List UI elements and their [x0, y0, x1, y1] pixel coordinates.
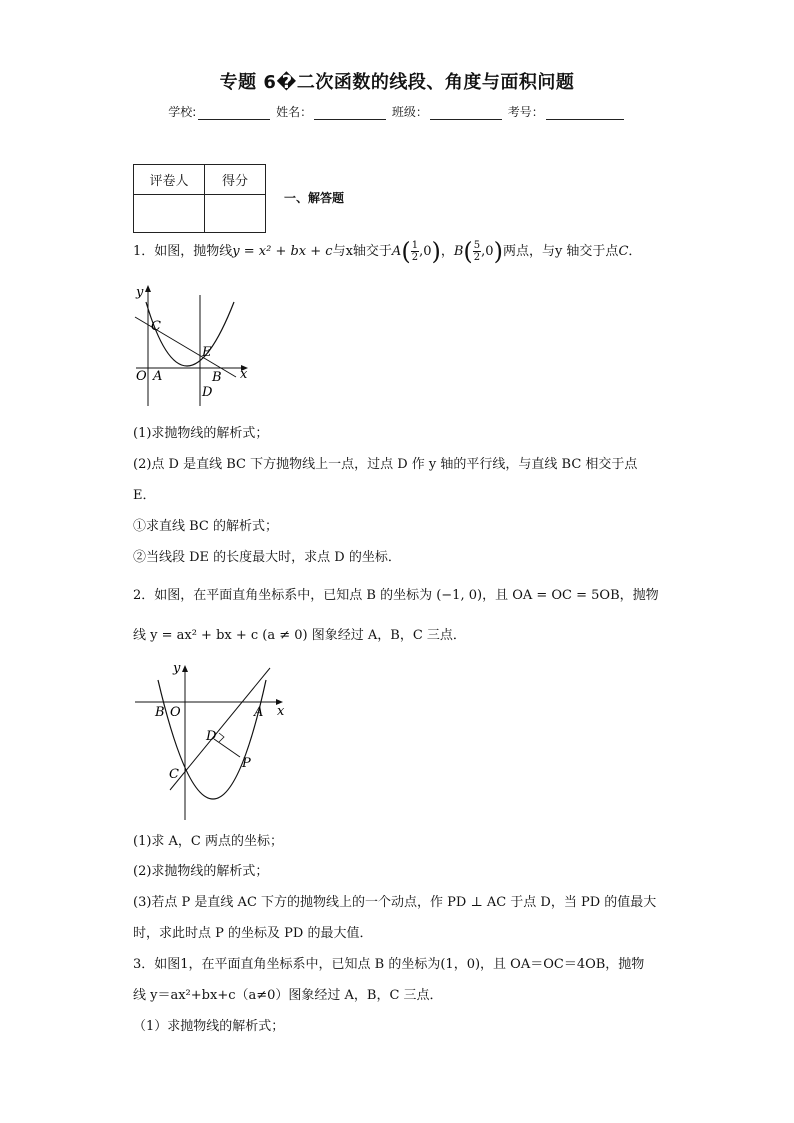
q1-figure [130, 280, 255, 410]
q1-sub2-line2: E． [133, 488, 156, 503]
fraction-a: $\frac{1}{2}$ [411, 240, 419, 263]
class-field[interactable] [430, 106, 502, 120]
q2-label-O: O [170, 705, 181, 720]
q2-label-C: C [169, 767, 179, 782]
school-field[interactable] [198, 106, 270, 120]
school-label: 学校: [168, 105, 197, 119]
q2-label-B: B [155, 705, 165, 720]
exam-no-label: 考号： [507, 105, 544, 119]
q1-sub2-i: ①求直线 BC 的解析式； [133, 519, 279, 534]
section-title: 一、解答题 [284, 191, 345, 205]
q1-sub1: (1)求抛物线的解析式； [133, 426, 269, 441]
exam-no-field[interactable] [546, 106, 624, 120]
q1-sub2-line1: (2)点 D 是直线 BC 下方抛物线上一点，过点 D 作 y 轴的平行线，与直线 BC 相交于点 [133, 457, 638, 472]
name-label: 姓名： [276, 105, 313, 119]
student-info-row [0, 103, 794, 120]
q2-label-x: x [277, 704, 285, 719]
q1-label-O: O [136, 369, 147, 384]
q3-line1: 3．如图1，在平面直角坐标系中，已知点 B 的坐标为(1，0)，且 OA＝OC＝4OB，抛物 [133, 957, 645, 972]
fraction-b: $\frac{5}{2}$ [473, 240, 481, 263]
q2-sub2: (2)求抛物线的解析式； [133, 864, 269, 879]
q1-label-E: E [202, 345, 212, 360]
q2-line1: 2．如图，在平面直角坐标系中，已知点 B 的坐标为 (−1, 0)，且 OA = OC = 5OB，抛物 [133, 588, 659, 603]
q1-intro: 1．如图，抛物线y = x² + bx + c与x轴交于A( $\frac{1}{2}$ ,0)，B( $\frac{5}{2}$ ,0)两点，与y 轴交于点C． [133, 237, 642, 266]
page-title: 专题 6�二次函数的线段、角度与面积问题 [219, 72, 575, 93]
q2-label-P: P [242, 756, 251, 771]
q2-sub3-line1: (3)若点 P 是直线 AC 下方的抛物线上的一个动点，作 PD ⊥ AC 于点 D，当 PD 的值最大 [133, 895, 657, 910]
q1-label-y: y [136, 285, 144, 300]
q2-label-A: A [254, 705, 264, 720]
q1-label-D: D [202, 385, 213, 400]
q2-label-y: y [173, 661, 181, 676]
q2-sub1: (1)求 A，C 两点的坐标； [133, 834, 284, 849]
grader-cell[interactable] [134, 195, 205, 233]
class-label: 班级： [391, 105, 428, 119]
q1-label-C: C [151, 319, 161, 334]
name-field[interactable] [314, 106, 386, 120]
q2-label-D: D [206, 729, 217, 744]
q1-label-A: A [153, 369, 163, 384]
q1-label-B: B [212, 370, 222, 385]
q3-sub1: （1）求抛物线的解析式； [133, 1019, 285, 1034]
q1-label-x: x [240, 367, 248, 382]
grade-table [133, 164, 266, 233]
q1-sub2-ii: ②当线段 DE 的长度最大时，求点 D 的坐标． [133, 550, 401, 565]
score-cell[interactable] [205, 195, 266, 233]
grader-header: 评卷人 [134, 165, 205, 195]
q2-line2: 线 y = ax² + bx + c (a ≠ 0) 图象经过 A，B，C 三点． [133, 628, 466, 643]
score-header: 得分 [205, 165, 266, 195]
q3-line2: 线 y＝ax²+bx+c（a≠0）图象经过 A，B，C 三点． [133, 988, 443, 1003]
q2-sub3-line2: 时，求此时点 P 的坐标及 PD 的最大值． [133, 926, 373, 941]
q2-figure [130, 660, 295, 825]
